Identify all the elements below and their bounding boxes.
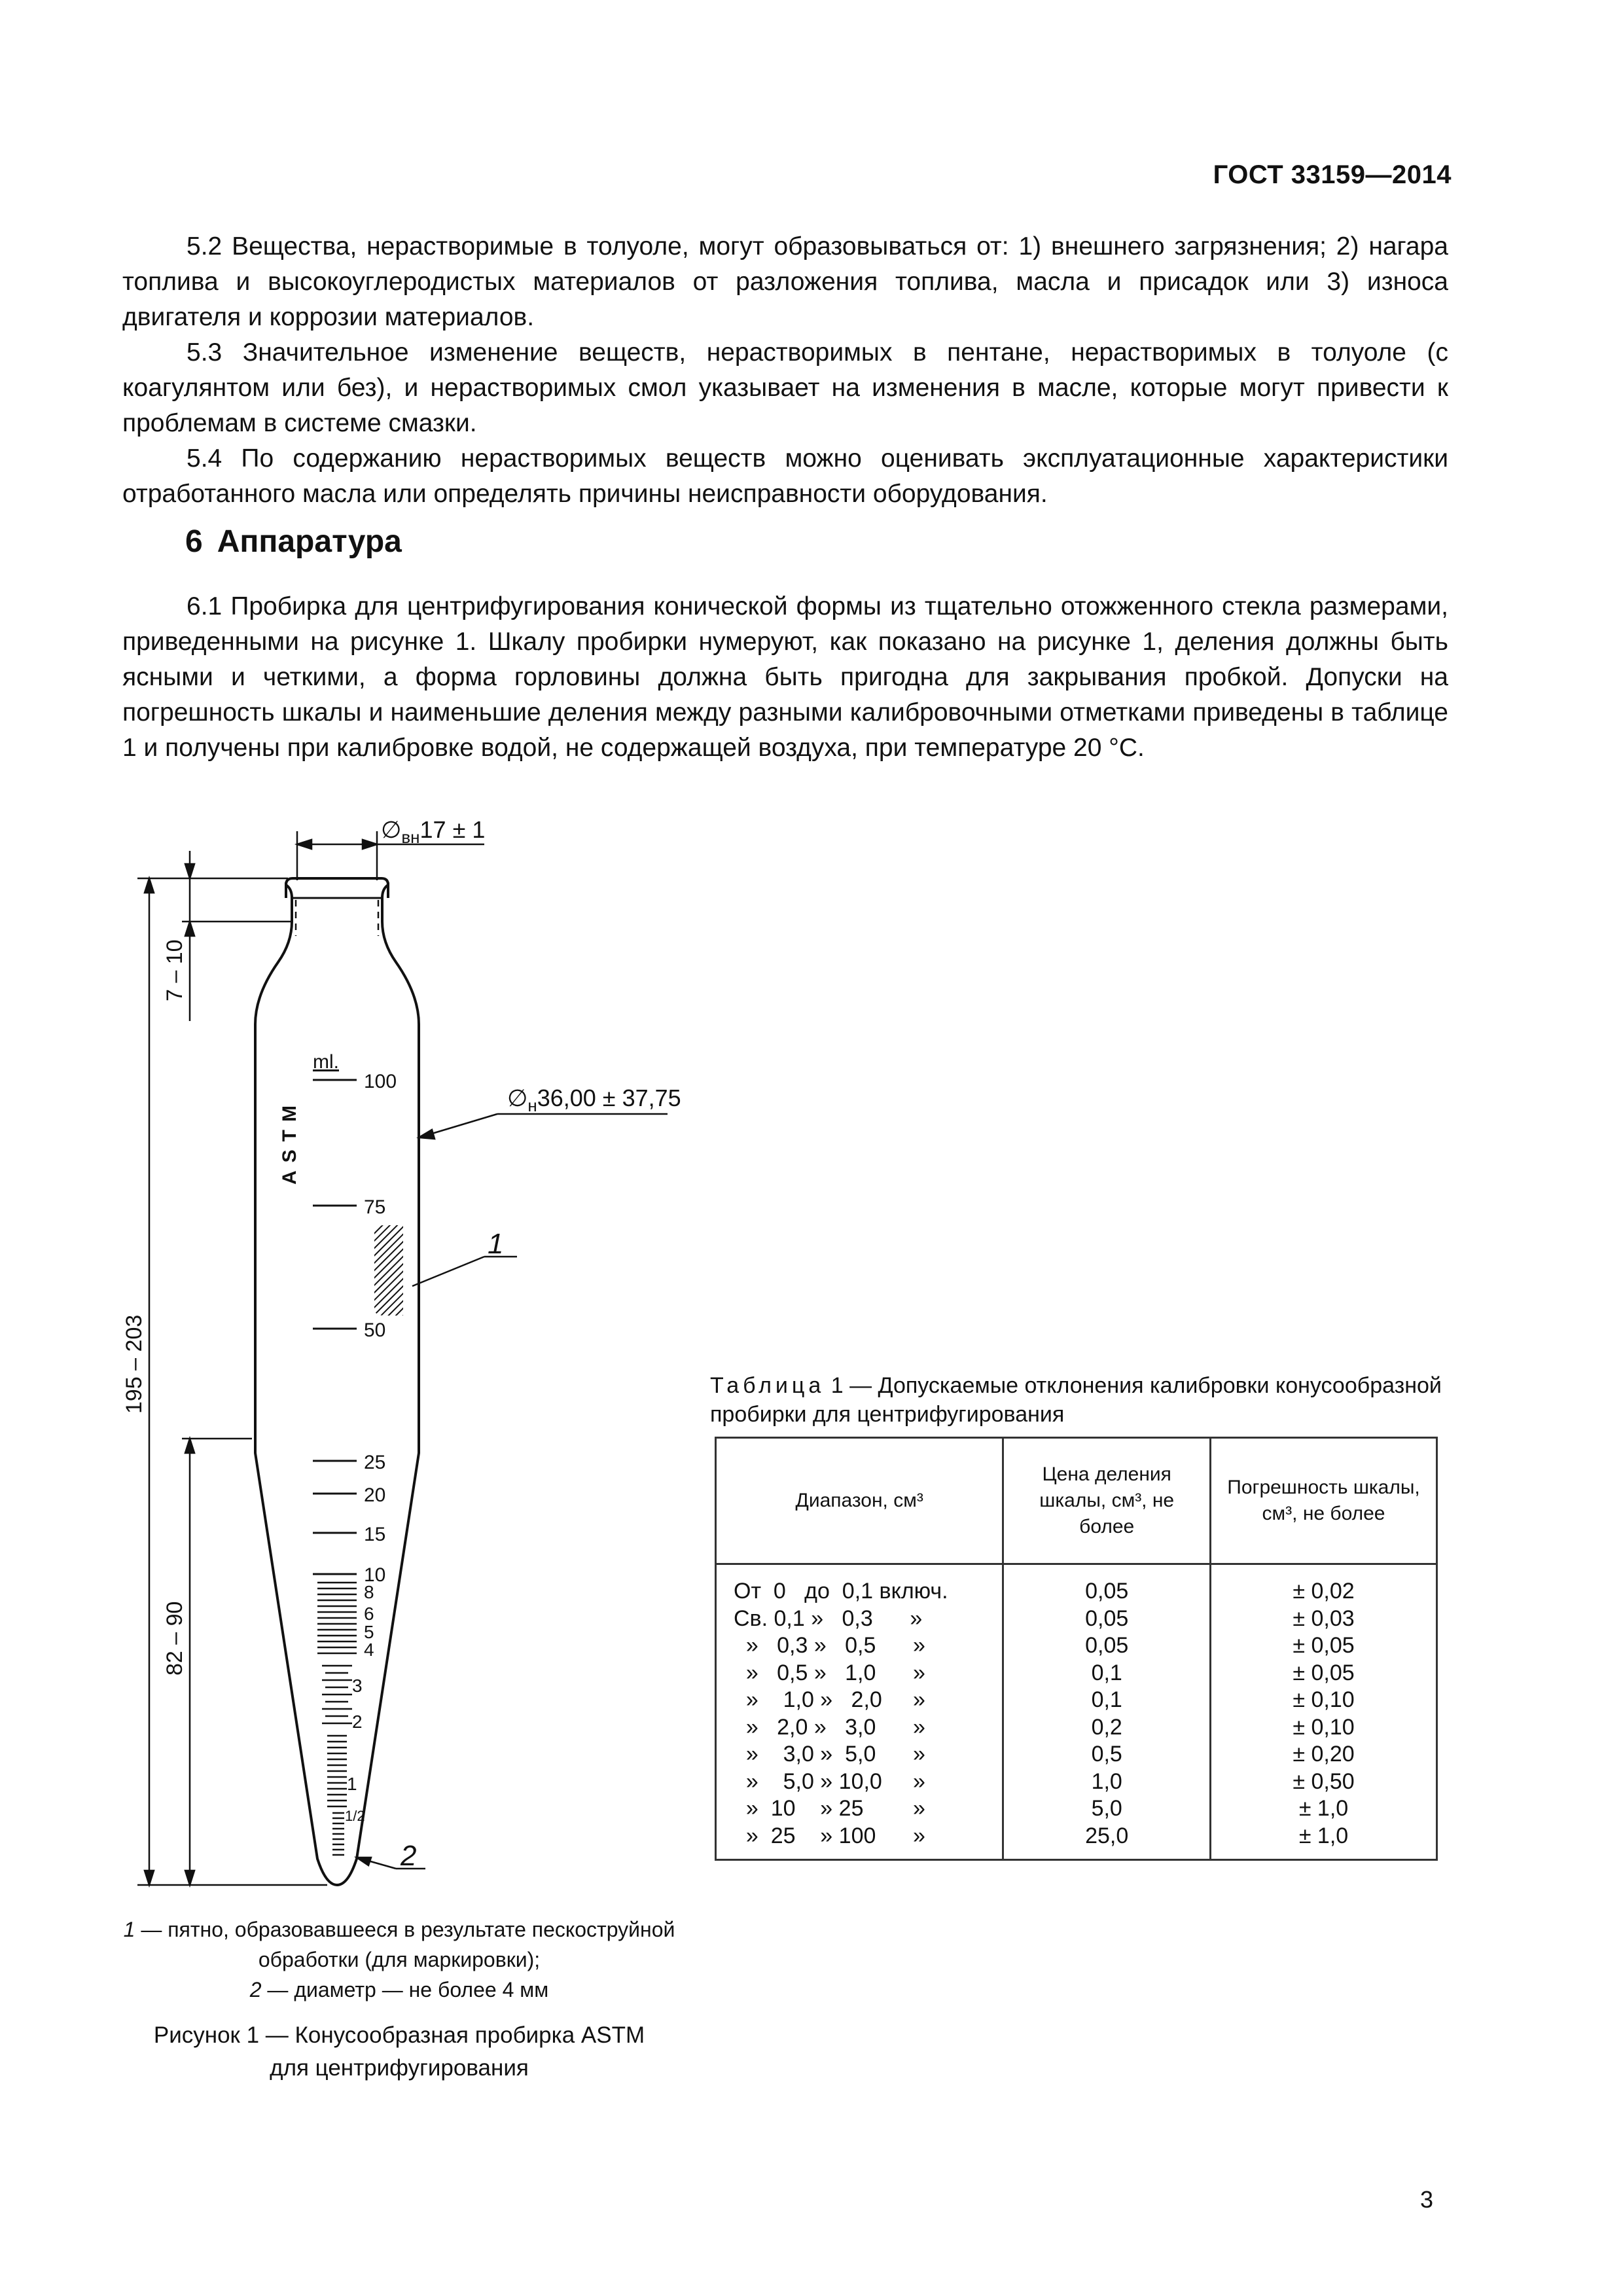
cell-error: ± 0,05 — [1211, 1632, 1437, 1660]
cell-error: ± 0,05 — [1211, 1660, 1437, 1687]
centrifuge-tube-drawing — [0, 0, 720, 1898]
paragraph-5-2: 5.2 Вещества, нерастворимые в толуоле, могут образовываться от: 1) внешнего загрязнения; 2) нагара топлива и высокоуглеродистых материалов от разложения топлива, масла и присадок или 3) износа двигателя и коррозии материалов. — [122, 232, 1448, 331]
outer-diameter-label: $\emptyset_н36,00 \pm 37,75$ — [507, 1085, 681, 1115]
cell-error: ± 0,02 — [1211, 1564, 1437, 1605]
cell-division: 0,05 — [1003, 1605, 1211, 1633]
legend-item-1: 1 — пятно, образовавшееся в результате пескоструйной обработки (для маркировки); — [123, 1918, 675, 1971]
scale-label-half: 1/2 — [345, 1808, 365, 1824]
figure-caption: Рисунок 1 — Конусообразная пробирка ASTM для центрифугирования — [153, 2022, 645, 2081]
cell-error: ± 0,20 — [1211, 1741, 1437, 1768]
paragraph-6-1: 6.1 Пробирка для центрифугирования конической формы из тщательно отожженного стекла размерами, приведенными на рисунке 1. Шкалу пробирки нумеруют, как показано на рисунке 1, деления должны быть ясными и четкими, а форма горловины должна быть пригодна для закрывания пробкой. Допуски на погрешность шкалы и наименьшие деления между разными калибровочными отметками приведены в таблице 1 и получены при калибровке водой, не содержащей воздуха, при температуре 20 °С. — [122, 592, 1448, 762]
callout-1: 1 — [488, 1228, 504, 1260]
paragraph-5-3: 5.3 Значительное изменение веществ, нерастворимых в пентане, нерастворимых в толуоле (с коагулянтом или без), и нерастворимых смол указывает на изменения в масле, которые могут привести к проблемам в системе смазки. — [122, 338, 1448, 437]
table-row — [716, 1823, 1437, 1860]
table-caption: Таблица 1 — Допускаемые отклонения калибровки конусообразной пробирки для центрифугирования — [710, 1373, 1442, 1427]
header-range: Диапазон, см³ — [716, 1438, 1003, 1564]
scale-label-4: 4 — [364, 1640, 374, 1660]
cell-division: 0,05 — [1003, 1564, 1211, 1605]
table-row — [716, 1768, 1437, 1796]
scale-label-25: 25 — [364, 1452, 386, 1473]
sandblast-spot — [374, 1225, 403, 1316]
neck-height-label: 7 – 10 — [162, 939, 187, 1001]
cell-error: ± 1,0 — [1211, 1795, 1437, 1823]
scale-label-50: 50 — [364, 1319, 386, 1341]
table-row — [716, 1795, 1437, 1823]
cell-range: » 0,5 » 1,0 » — [716, 1660, 1003, 1687]
scale-label-1: 1 — [347, 1774, 357, 1794]
tube-brand-mark: ASTM — [279, 1098, 300, 1185]
cell-error: ± 0,10 — [1211, 1714, 1437, 1742]
cell-division: 0,5 — [1003, 1741, 1211, 1768]
scale-label-75: 75 — [364, 1196, 386, 1218]
cell-range: » 5,0 » 10,0 » — [716, 1768, 1003, 1796]
cell-error: ± 0,50 — [1211, 1768, 1437, 1796]
calibration-tolerance-table — [715, 1437, 1438, 1861]
cell-range: » 3,0 » 5,0 » — [716, 1741, 1003, 1768]
cell-error: ± 0,03 — [1211, 1605, 1437, 1633]
cell-division: 5,0 — [1003, 1795, 1211, 1823]
figure-legend — [105, 1914, 694, 2005]
table-row — [716, 1660, 1437, 1687]
cell-division: 0,2 — [1003, 1714, 1211, 1742]
table-row — [716, 1564, 1437, 1605]
scale-label-3: 3 — [352, 1676, 363, 1696]
cell-range: » 10 » 25 » — [716, 1795, 1003, 1823]
scale-label-15: 15 — [364, 1524, 386, 1545]
cell-error: ± 1,0 — [1211, 1823, 1437, 1860]
table-row — [716, 1741, 1437, 1768]
inner-diameter-label: $\emptyset_{вн}17 \pm 1$ — [381, 816, 486, 847]
cell-range: » 2,0 » 3,0 » — [716, 1714, 1003, 1742]
scale-label-10: 10 — [364, 1564, 386, 1586]
legend-item-2: 2 — диаметр — не более 4 мм — [249, 1978, 549, 2001]
table-row — [716, 1605, 1437, 1633]
cell-range: » 1,0 » 2,0 » — [716, 1687, 1003, 1714]
table-row — [716, 1632, 1437, 1660]
paragraph-5-4: 5.4 По содержанию нерастворимых веществ можно оценивать эксплуатационные характеристики отработанного масла или определять причины неисправности оборудования. — [122, 444, 1448, 508]
cell-range: Св. 0,1 » 0,3 » — [716, 1605, 1003, 1633]
page-number: 3 — [1420, 2186, 1434, 2213]
cone-height-label: 82 – 90 — [162, 1601, 187, 1676]
callout-2: 2 — [401, 1840, 417, 1872]
cell-division: 0,1 — [1003, 1660, 1211, 1687]
table-header-row — [716, 1438, 1437, 1564]
cell-range: От 0 до 0,1 включ. — [716, 1564, 1003, 1605]
cell-division: 1,0 — [1003, 1768, 1211, 1796]
document-code-header: ГОСТ 33159—2014 — [1213, 160, 1452, 189]
section-number: 6 — [185, 524, 203, 559]
cell-division: 0,05 — [1003, 1632, 1211, 1660]
section-title: Аппаратура — [217, 524, 402, 559]
header-division: Цена деления шкалы, см³, не более — [1003, 1438, 1211, 1564]
scale-label-8: 8 — [364, 1582, 374, 1602]
scale-label-6: 6 — [364, 1604, 374, 1624]
unit-label: ml. — [313, 1051, 339, 1073]
table-row — [716, 1714, 1437, 1742]
cell-division: 0,1 — [1003, 1687, 1211, 1714]
cell-range: » 25 » 100 » — [716, 1823, 1003, 1860]
scale-label-2: 2 — [352, 1712, 363, 1732]
scale-label-100: 100 — [364, 1071, 397, 1092]
cell-range: » 0,3 » 0,5 » — [716, 1632, 1003, 1660]
cell-error: ± 0,10 — [1211, 1687, 1437, 1714]
header-error: Погрешность шкалы, см³, не более — [1211, 1438, 1437, 1564]
table-row — [716, 1687, 1437, 1714]
cell-division: 25,0 — [1003, 1823, 1211, 1860]
scale-label-20: 20 — [364, 1484, 386, 1506]
scale-label-5: 5 — [364, 1622, 374, 1642]
total-height-label: 195 – 203 — [122, 1314, 147, 1414]
